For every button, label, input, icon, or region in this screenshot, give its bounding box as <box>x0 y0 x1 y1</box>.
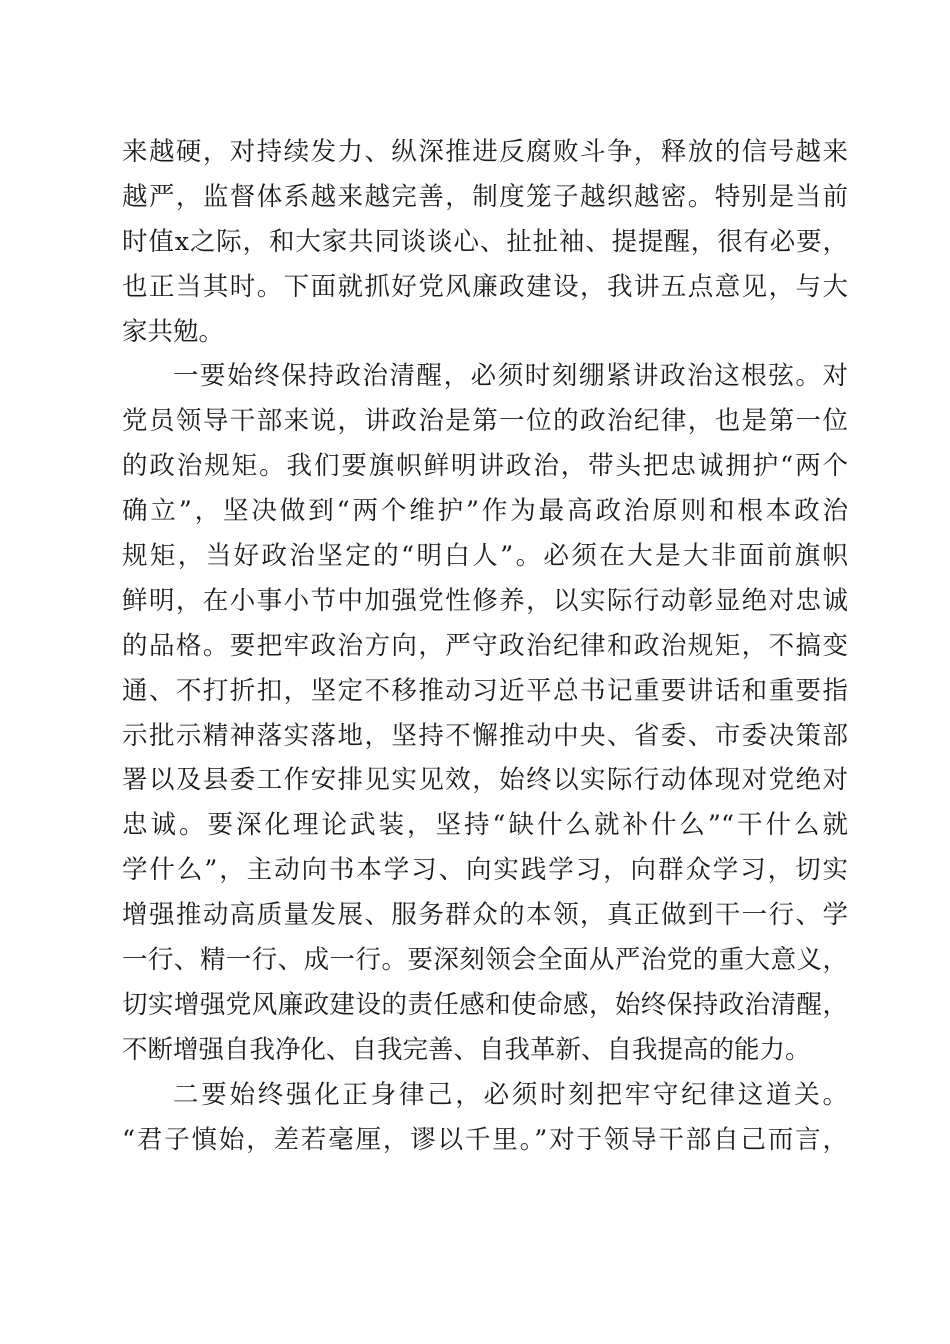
text-line: 鲜明，在小事小节中加强党性修养，以实际行动彰显绝对忠诚 <box>122 585 848 616</box>
text-line: 越严，监督体系越来越完善，制度笼子越织越密。特别是当前 <box>122 181 848 212</box>
text-line: 忠诚。要深化理论武装，坚持“缺什么就补什么”“干什么就 <box>122 810 848 841</box>
text-line: 通、不打折扣，坚定不移推动习近平总书记重要讲话和重要指 <box>122 675 848 706</box>
text-line: 学什么”，主动向书本学习、向实践学习，向群众学习，切实 <box>122 855 848 886</box>
paragraph-3 <box>122 1073 848 1163</box>
text-line: 一行、精一行、成一行。要深刻领会全面从严治党的重大意义， <box>122 945 848 976</box>
text-line: 规矩，当好政治坚定的“明白人”。必须在大是大非面前旗帜 <box>122 541 848 572</box>
text-line: 家共勉。 <box>122 316 225 347</box>
text-line: 切实增强党风廉政建设的责任感和使命感，始终保持政治清醒， <box>122 989 848 1020</box>
paragraph-2 <box>122 354 848 1072</box>
text-line: 时值x之际，和大家共同谈谈心、扯扯袖、提提醒，很有必要， <box>122 226 848 257</box>
text-line: 示批示精神落实落地，坚持不懈推动中央、省委、市委决策部 <box>122 720 848 751</box>
text-line: “君子慎始，差若毫厘，谬以千里。”对于领导干部自己而言， <box>122 1124 848 1155</box>
document-body <box>122 130 848 1162</box>
text-line: 二要始终强化正身律己，必须时刻把牢守纪律这道关。 <box>173 1079 848 1110</box>
text-line: 的品格。要把牢政治方向，严守政治纪律和政治规矩，不搞变 <box>122 630 848 661</box>
text-line: 确立”，坚决做到“两个维护”作为最高政治原则和根本政治 <box>122 496 848 527</box>
text-line: 署以及县委工作安排见实见效，始终以实际行动体现对党绝对 <box>122 765 848 796</box>
text-line: 一要始终保持政治清醒，必须时刻绷紧讲政治这根弦。对 <box>173 361 848 392</box>
paragraph-1 <box>122 130 848 354</box>
text-line: 来越硬，对持续发力、纵深推进反腐败斗争，释放的信号越来 <box>122 137 848 167</box>
text-line: 不断增强自我净化、自我完善、自我革新、自我提高的能力。 <box>122 1034 811 1065</box>
text-line: 的政治规矩。我们要旗帜鲜明讲政治，带头把忠诚拥护“两个 <box>122 451 848 482</box>
text-line: 也正当其时。下面就抓好党风廉政建设，我讲五点意见，与大 <box>122 271 848 302</box>
text-line: 党员领导干部来说，讲政治是第一位的政治纪律，也是第一位 <box>122 406 848 437</box>
text-line: 增强推动高质量发展、服务群众的本领，真正做到干一行、学 <box>122 900 848 931</box>
